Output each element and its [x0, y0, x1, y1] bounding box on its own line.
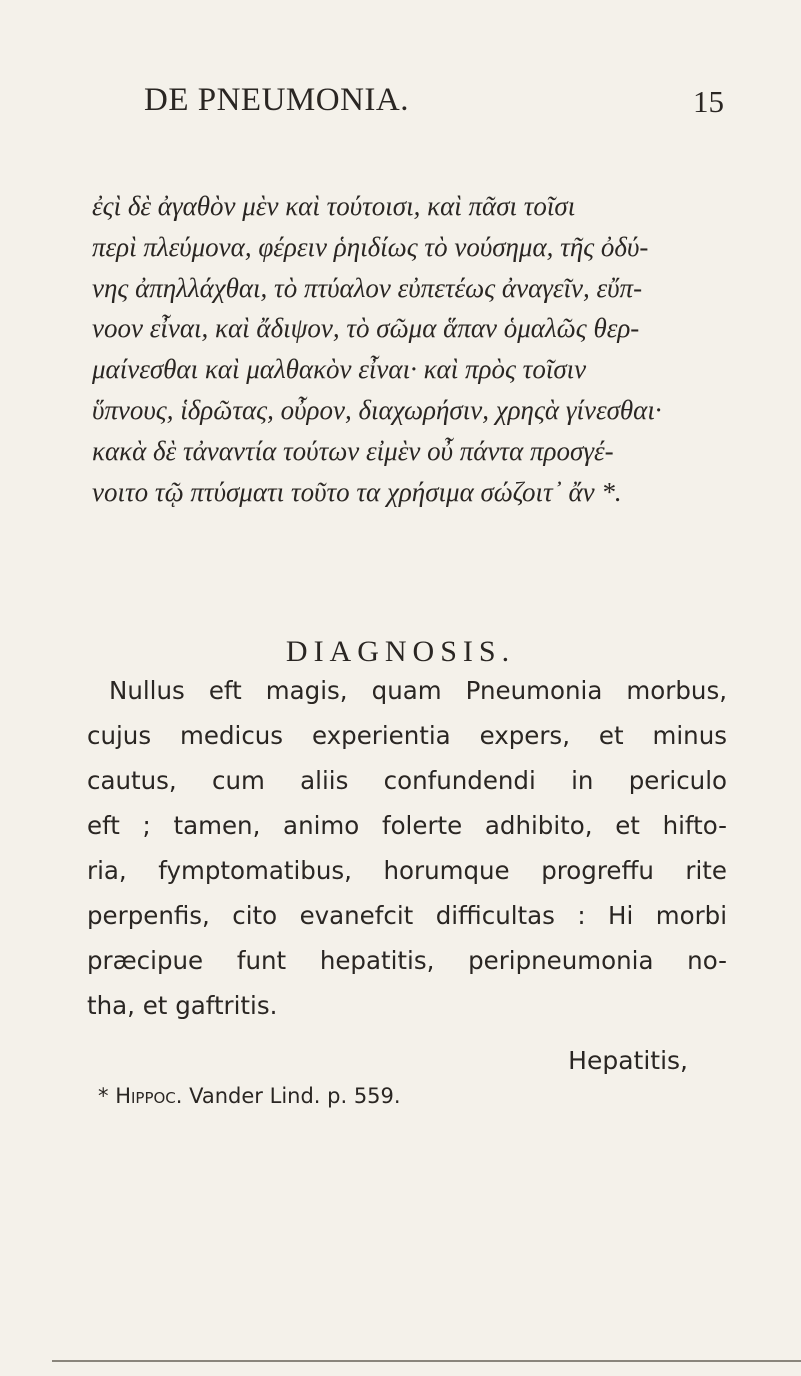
footnote-text: Vander Lind. p. 559. — [189, 1084, 401, 1108]
latin-paragraph — [87, 668, 727, 1028]
greek-line: νοιτο τῷ πτύσματι τοῦτο τα χρήσιμα σώζοιτ᾽ ἄν *. — [92, 476, 622, 507]
latin-line: eft ; tamen, animo folerte adhibito, et hifto- — [87, 811, 727, 840]
greek-quotation — [92, 186, 732, 512]
latin-line: ria, fymptomatibus, horumque progreffu rite — [87, 856, 727, 885]
running-head — [144, 82, 724, 132]
section-heading: DIAGNOSIS. — [285, 635, 516, 668]
latin-line: cautus, cum aliis confundendi in periculo — [87, 766, 727, 795]
latin-line: cujus medicus experientia expers, et minus — [87, 721, 727, 750]
bottom-rule — [52, 1360, 801, 1362]
footnote — [98, 1084, 401, 1108]
greek-line: νης ἀπηλλάχθαι, τὸ πτύαλον εὐπετέως ἀναγεῖν, εὔπ- — [92, 272, 643, 303]
page-number: 15 — [693, 84, 724, 119]
footnote-marker: * — [98, 1084, 109, 1108]
latin-line: Nullus eft magis, quam Pneumonia morbus, — [109, 676, 727, 705]
catchword: Hepatitis, — [568, 1046, 688, 1075]
footnote-author: Hippoc. — [115, 1084, 183, 1108]
running-head-title: DE PNEUMONIA. — [144, 82, 409, 118]
greek-line: περὶ πλεύμονα, φέρειν ῥηιδίως τὸ νούσημα, τῆς ὀδύ- — [92, 231, 649, 262]
greek-line: νοον εἶναι, καὶ ἄδιψον, τὸ σῶμα ἅπαν ὁμαλῶς θερ- — [92, 313, 640, 344]
greek-line: ἐςὶ δὲ ἀγαθὸν μὲν καὶ τούτοισι, καὶ πᾶσι τοῖσι — [92, 191, 576, 221]
greek-line: μαίνεσθαι καὶ μαλθακὸν εἶναι· καὶ πρὸς τοῖσιν — [92, 354, 587, 385]
latin-line: perpenfis, cito evanefcit difficultas : Hi morbi — [87, 901, 727, 930]
latin-line: præcipue funt hepatitis, peripneumonia no- — [87, 946, 727, 975]
greek-line: κακὰ δὲ τἀναντία τούτων εἰμὲν οὖ πάντα προσγέ- — [92, 435, 614, 466]
greek-line: ὕπνους, ἱδρῶτας, οὖρον, διαχωρήσιν, χρηςὰ γίνεσθαι· — [92, 394, 662, 425]
latin-line: tha, et gaftritis. — [87, 991, 278, 1020]
